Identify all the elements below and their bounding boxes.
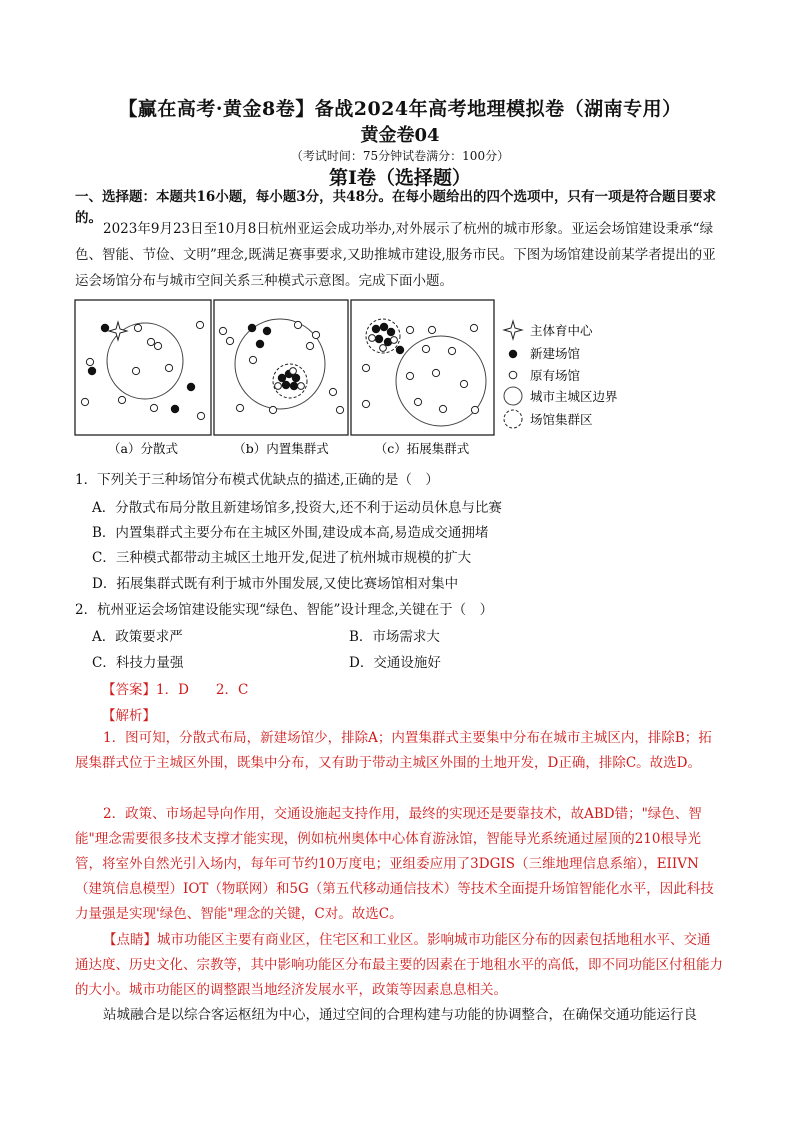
instructions: 一、选择题：本题共16小题，每小题3分，共48分。在每小题给出的四个选项中，只有一项是符合题目要求的。: [75, 189, 716, 226]
figure-legend: [504, 321, 618, 428]
passage-2: 站城融合是以综合客运枢纽为中心，通过空间的合理构建与功能的协调整合，在确保交通功能运行良: [103, 1007, 697, 1023]
panel-c: [351, 300, 494, 435]
tips-label: 【点睛】: [103, 932, 157, 948]
caption-b: （b）内置集群式: [233, 441, 329, 456]
q1-stem: 1．下列关于三种场馆分布模式优缺点的描述,正确的是（ ）: [75, 472, 439, 488]
analysis-p1: 1．图可知，分散式布局，新建场馆少，排除A；内置集群式主要集中分布在城市主城区内，排除B；拓展集群式位于主城区外围，既集中分布，又有助于带动主城区外围的土地开发，D正确，排除C。故选D。: [75, 730, 712, 771]
paper-title: 【赢在高考·黄金8卷】备战2024年高考地理模拟卷（湖南专用）: [118, 98, 682, 120]
q1-option-a[interactable]: A．分散式布局分散且新建场馆多,投资大,还不利于运动员休息与比赛: [92, 500, 502, 516]
q2-option-b[interactable]: B．市场需求大: [349, 629, 440, 645]
analysis-p2: 2．政策、市场起导向作用，交通设施起支持作用，最终的实现还是要靠技术，故ABD错；"绿色、智能"理念需要很多技术支撑才能实现，例如杭州奥体中心体育游泳馆，智能导光系统通过屋顶的210根导光管，将室外自然光引入场内，每年可节约10万度电；亚组委应用了3DGIS（三维地理信息系缩），EIIVN（建筑信息模型）IOT（物联网）和5G（第五代移动通信技术）等技术全面提升场馆智能化水平，因此科技力量强是实现'绿色、智能"理念的关键，C对。故选C。: [75, 806, 714, 922]
answer-label: 【答案】: [102, 682, 156, 698]
q2-option-d[interactable]: D．交通设施好: [349, 655, 441, 671]
q2-option-a[interactable]: A．政策要求严: [92, 629, 183, 645]
section-heading: 第I卷（选择题）: [329, 167, 471, 189]
legend-main-center: 主体育中心: [530, 323, 593, 338]
venue-distribution-figure: [70, 298, 650, 460]
caption-a: （a）分散式: [108, 441, 178, 456]
main-sports-center-icon: [109, 322, 127, 340]
legend-existing-venue: 原有场馆: [530, 368, 581, 383]
q1-option-d[interactable]: D．拓展集群式既有利于城市外围发展,又使比赛场馆相对集中: [92, 576, 459, 592]
passage-1: 2023年9月23日至10月8日杭州亚运会成功举办,对外展示了杭州的城市形象。亚运会场馆建设秉承“绿色、智能、节俭、文明”理念,既满足赛事要求,又助推城市建设,服务市民。下图为场馆建设前某学者提出的亚运会场馆分布与城市空间关系三种模式示意图。完成下面小题。: [75, 221, 716, 289]
panel-a: [75, 300, 211, 435]
analysis-label: 【解析】: [102, 708, 156, 724]
answer-text: 1．D 2．C: [156, 682, 249, 698]
legend-venue-cluster: 场馆集群区: [530, 412, 593, 427]
caption-c: （c）拓展集群式: [374, 441, 470, 456]
answer-line: [102, 678, 248, 698]
exam-meta: （考试时间：75分钟试卷满分：100分）: [290, 149, 510, 163]
legend-city-boundary: 城市主城区边界: [530, 389, 618, 404]
q1-option-b[interactable]: B．内置集群式主要分布在主城区外围,建设成本高,易造成交通拥堵: [92, 525, 489, 541]
panel-b: [214, 300, 348, 435]
tips-block: [75, 928, 723, 1003]
legend-new-venue: 新建场馆: [530, 346, 581, 361]
q2-option-c[interactable]: C．科技力量强: [92, 655, 184, 671]
paper-subtitle: 黄金卷04: [360, 125, 440, 146]
q2-stem: 2．杭州亚运会场馆建设能实现“绿色、智能”设计理念,关键在于（ ）: [75, 602, 494, 618]
q1-option-c[interactable]: C．三种模式都带动主城区土地开发,促进了杭州城市规模的扩大: [92, 550, 472, 566]
tips-text: 城市功能区主要有商业区，住宅区和工业区。影响城市功能区分布的因素包括地租水平、交通通达度、历史文化、宗教等，其中影响功能区分布最主要的因素在于地租水平的高低，即不同功能区付租能力的大小。城市功能区的调整跟当地经济发展水平，政策等因素息息相关。: [75, 932, 723, 998]
